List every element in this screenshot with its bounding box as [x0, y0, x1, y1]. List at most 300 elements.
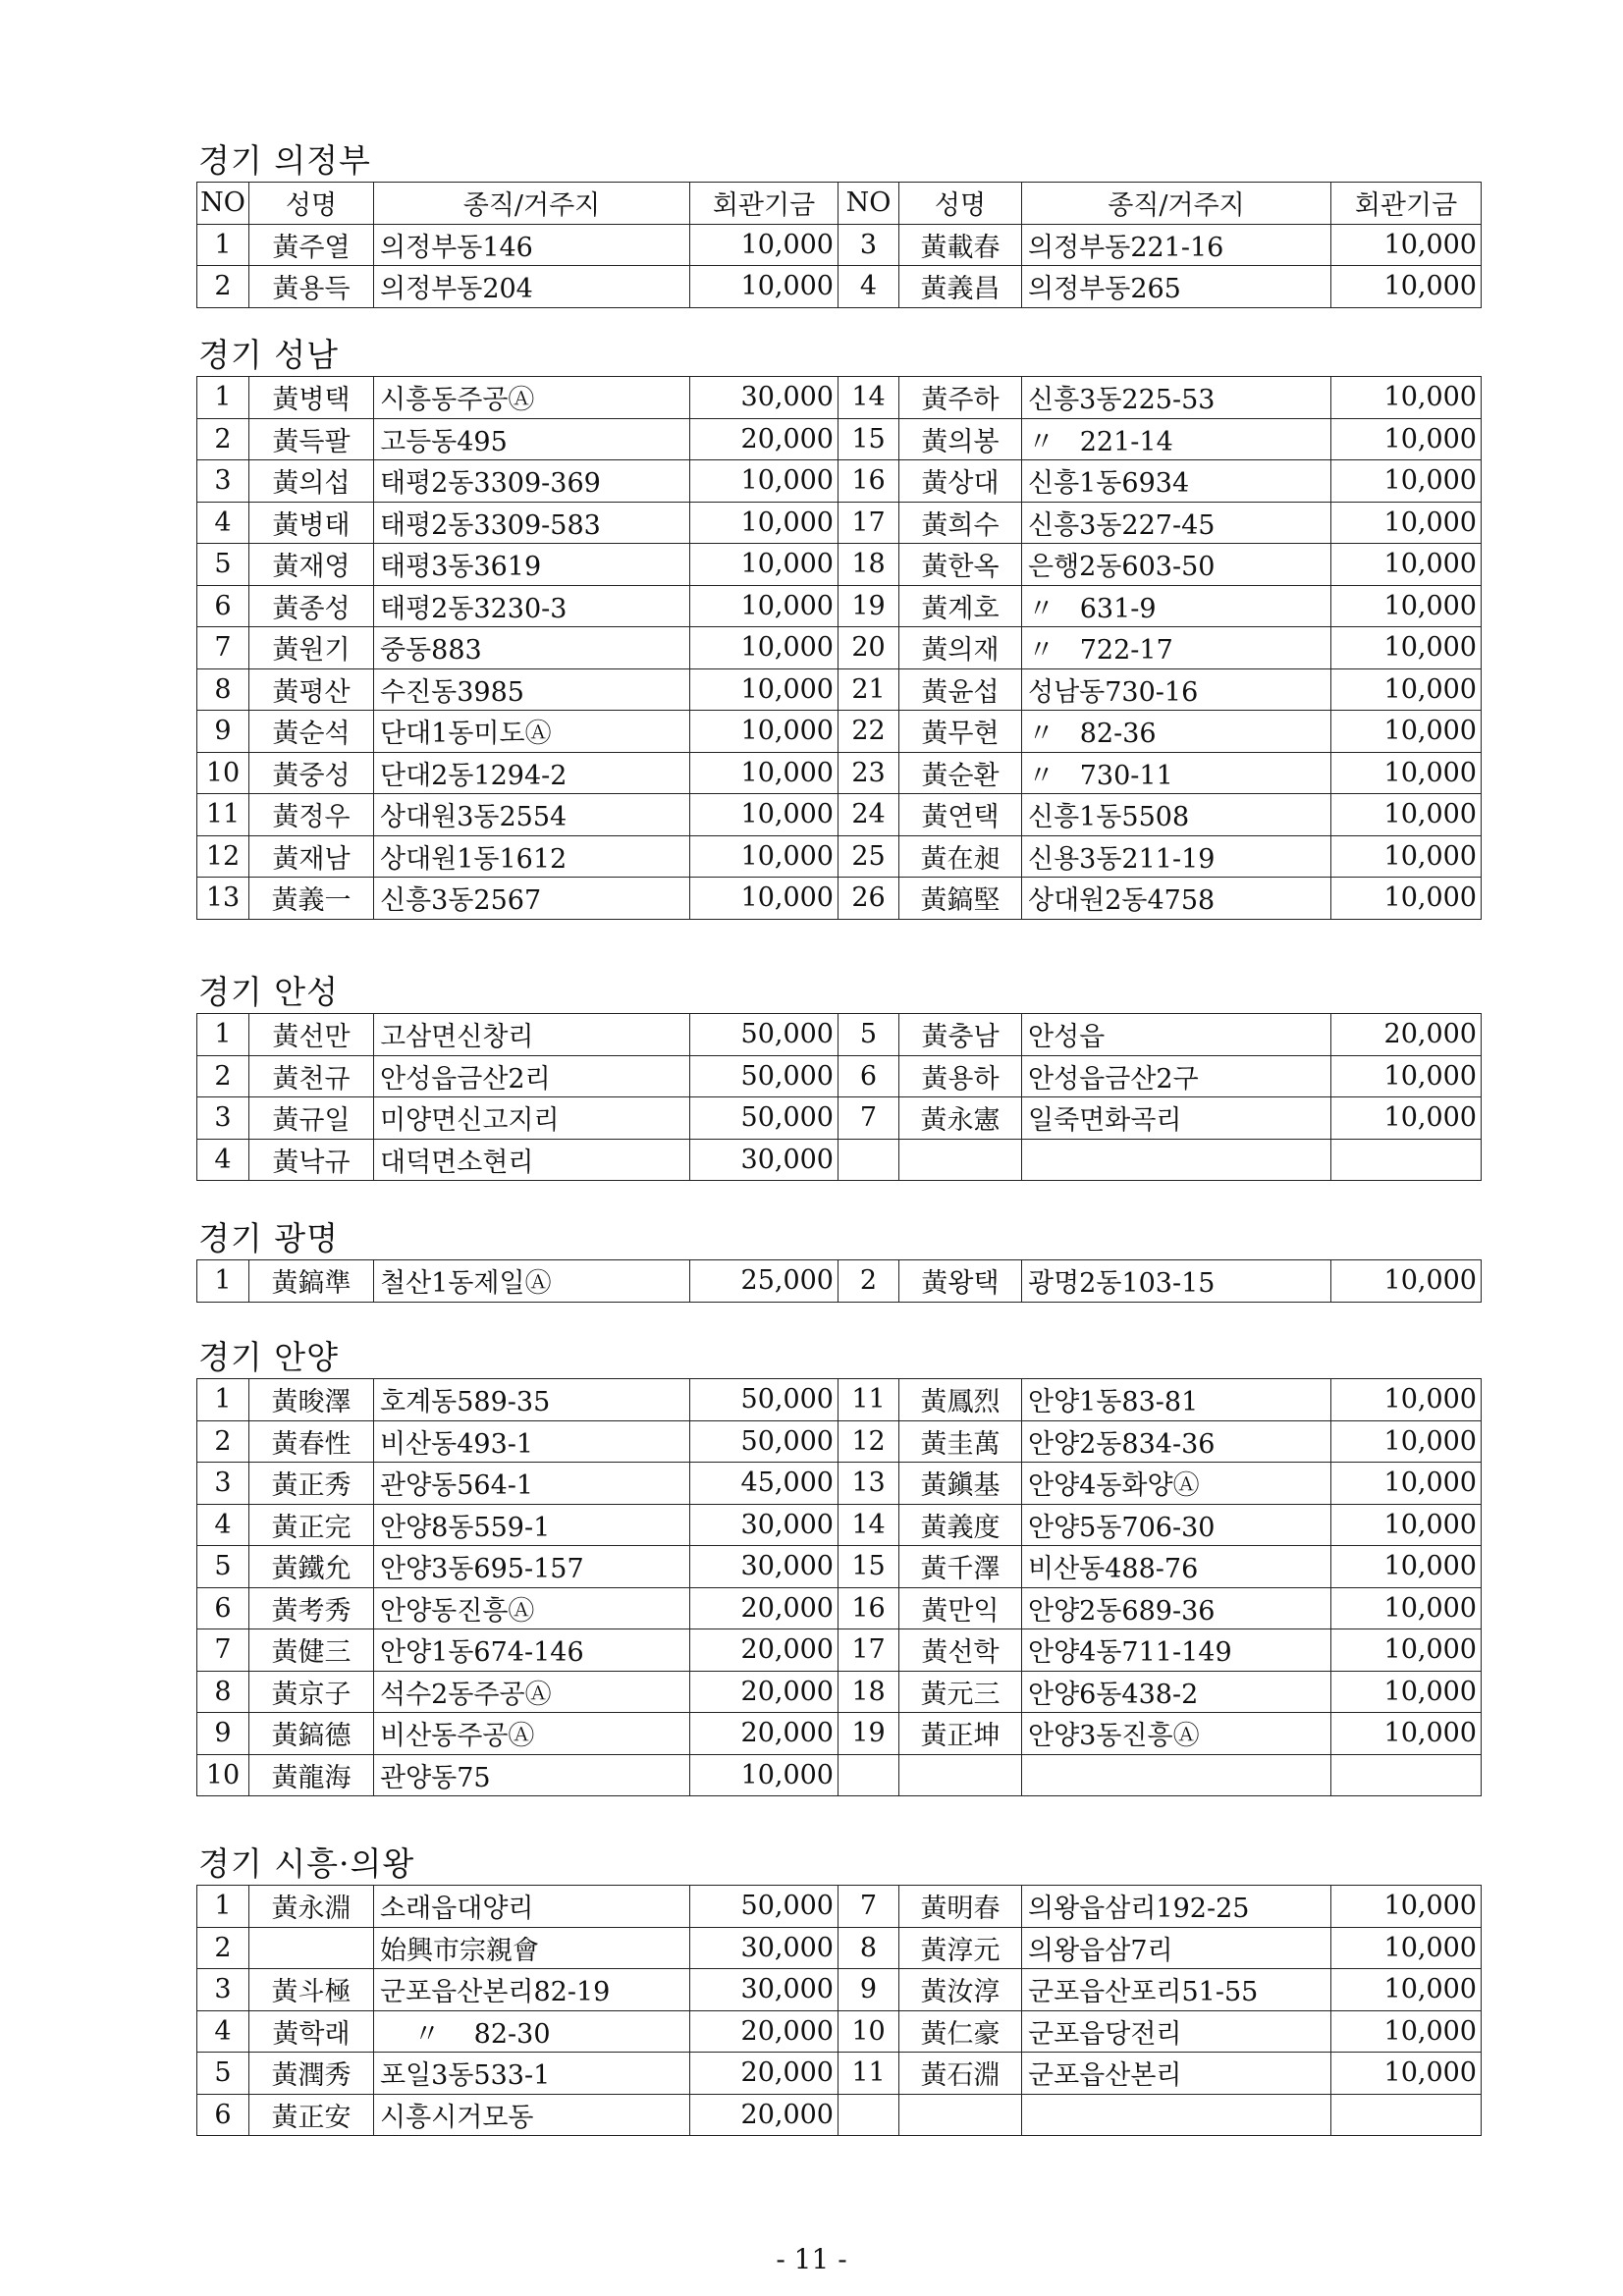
table-row	[197, 1139, 1482, 1181]
address: 신흥3동227-45	[1022, 502, 1331, 544]
fund-amount: 20,000	[690, 2094, 839, 2136]
section-title: 경기 광명	[198, 1219, 340, 1257]
fund-amount: 10,000	[690, 266, 839, 308]
row-number: 11	[197, 794, 249, 836]
row-number: 18	[839, 1671, 899, 1713]
table-row	[197, 752, 1482, 794]
row-number: 5	[197, 1546, 249, 1588]
fund-amount: 10,000	[1331, 668, 1482, 711]
table-row	[197, 1097, 1482, 1140]
address: 관양동75	[374, 1754, 690, 1796]
fund-amount	[1331, 1139, 1482, 1181]
fund-amount: 10,000	[1331, 1420, 1482, 1463]
member-name: 黃병태	[249, 502, 374, 544]
row-number: 19	[839, 1713, 899, 1755]
address: 안양6동438-2	[1022, 1671, 1331, 1713]
member-name: 黃연택	[899, 794, 1022, 836]
row-number: 23	[839, 752, 899, 794]
row-number: 17	[839, 502, 899, 544]
table-row	[197, 1014, 1482, 1056]
member-name: 黃주열	[249, 224, 374, 266]
member-name: 黃충남	[899, 1014, 1022, 1056]
fund-amount: 25,000	[690, 1260, 839, 1303]
section-gwangmyeong	[196, 1218, 1481, 1303]
address: 미양면신고지리	[374, 1097, 690, 1140]
member-name: 黃載春	[899, 224, 1022, 266]
row-number: 10	[197, 752, 249, 794]
row-number: 4	[197, 1504, 249, 1546]
member-name: 黃元三	[899, 1671, 1022, 1713]
member-name: 黃재영	[249, 544, 374, 586]
member-table	[196, 1259, 1482, 1303]
row-number	[839, 2094, 899, 2136]
row-number: 13	[839, 1463, 899, 1505]
address: 신흥3동225-53	[1022, 377, 1331, 419]
column-header: NO	[839, 183, 899, 225]
fund-amount	[1331, 1754, 1482, 1796]
address: 단대2동1294-2	[374, 752, 690, 794]
row-number: 16	[839, 460, 899, 503]
member-name: 黃평산	[249, 668, 374, 711]
member-name: 黃鎬準	[249, 1260, 374, 1303]
fund-amount: 30,000	[690, 377, 839, 419]
member-name: 黃千澤	[899, 1546, 1022, 1588]
row-number: 2	[839, 1260, 899, 1303]
fund-amount: 50,000	[690, 1014, 839, 1056]
table-row	[197, 224, 1482, 266]
address: 안양5동706-30	[1022, 1504, 1331, 1546]
address: 〃 221-14	[1022, 418, 1331, 460]
table-row	[197, 711, 1482, 753]
row-number: 3	[197, 1969, 249, 2011]
member-name: 黃순석	[249, 711, 374, 753]
fund-amount: 50,000	[690, 1055, 839, 1097]
member-name: 黃용득	[249, 266, 374, 308]
fund-amount: 10,000	[1331, 1546, 1482, 1588]
row-number: 6	[197, 2094, 249, 2136]
row-number	[839, 1139, 899, 1181]
member-name: 黃圭萬	[899, 1420, 1022, 1463]
table-row	[197, 502, 1482, 544]
member-name: 黃淳元	[899, 1927, 1022, 1969]
table-row	[197, 1629, 1482, 1672]
fund-amount: 20,000	[690, 418, 839, 460]
address: 시흥동주공Ⓐ	[374, 377, 690, 419]
member-table	[196, 376, 1482, 920]
row-number: 2	[197, 1420, 249, 1463]
row-number: 7	[197, 627, 249, 669]
member-name: 黃考秀	[249, 1587, 374, 1629]
row-number: 19	[839, 585, 899, 627]
fund-amount: 10,000	[690, 627, 839, 669]
member-table	[196, 1378, 1482, 1796]
member-name: 黃京子	[249, 1671, 374, 1713]
table-row	[197, 1671, 1482, 1713]
fund-amount: 10,000	[1331, 1587, 1482, 1629]
table-row	[197, 1587, 1482, 1629]
address: 안성읍금산2리	[374, 1055, 690, 1097]
address: 상대원2동4758	[1022, 878, 1331, 920]
row-number: 5	[197, 2053, 249, 2095]
address: 철산1동제일Ⓐ	[374, 1260, 690, 1303]
address: 〃 631-9	[1022, 585, 1331, 627]
row-number: 9	[839, 1969, 899, 2011]
row-number: 13	[197, 878, 249, 920]
table-row	[197, 1260, 1482, 1303]
address: 의정부동221-16	[1022, 224, 1331, 266]
address: 안양1동83-81	[1022, 1379, 1331, 1421]
member-name: 黃石淵	[899, 2053, 1022, 2095]
address: 의정부동204	[374, 266, 690, 308]
member-name: 黃왕택	[899, 1260, 1022, 1303]
member-name: 黃종성	[249, 585, 374, 627]
address: 〃 730-11	[1022, 752, 1331, 794]
address: 신용3동211-19	[1022, 835, 1331, 878]
member-name: 黃鎭基	[899, 1463, 1022, 1505]
row-number: 14	[839, 377, 899, 419]
fund-amount: 10,000	[690, 1754, 839, 1796]
row-number: 18	[839, 544, 899, 586]
table-row	[197, 460, 1482, 503]
row-number: 4	[839, 266, 899, 308]
member-name: 黃중성	[249, 752, 374, 794]
section-title: 경기 안양	[198, 1338, 340, 1376]
member-table	[196, 1885, 1482, 2136]
address: 안양3동695-157	[374, 1546, 690, 1588]
section-siheung-uiwang	[196, 1843, 1481, 2136]
fund-amount: 10,000	[1331, 1097, 1482, 1140]
member-name: 黃鐵允	[249, 1546, 374, 1588]
member-name: 黃龍海	[249, 1754, 374, 1796]
row-number: 11	[839, 1379, 899, 1421]
row-number: 15	[839, 1546, 899, 1588]
row-number: 11	[839, 2053, 899, 2095]
address: 의왕읍삼7리	[1022, 1927, 1331, 1969]
table-row	[197, 668, 1482, 711]
fund-amount	[1331, 2094, 1482, 2136]
table-row	[197, 878, 1482, 920]
member-name	[899, 2094, 1022, 2136]
fund-amount: 10,000	[690, 668, 839, 711]
row-number: 1	[197, 224, 249, 266]
address: 안양동진흥Ⓐ	[374, 1587, 690, 1629]
fund-amount: 10,000	[690, 711, 839, 753]
fund-amount: 10,000	[1331, 794, 1482, 836]
row-number: 15	[839, 418, 899, 460]
table-row	[197, 585, 1482, 627]
address: 일죽면화곡리	[1022, 1097, 1331, 1140]
column-header: NO	[197, 183, 249, 225]
row-number: 14	[839, 1504, 899, 1546]
table-row	[197, 2053, 1482, 2095]
address: 태평2동3230-3	[374, 585, 690, 627]
fund-amount: 10,000	[690, 878, 839, 920]
address: 태평2동3309-369	[374, 460, 690, 503]
member-name: 黃春性	[249, 1420, 374, 1463]
address: 〃 722-17	[1022, 627, 1331, 669]
address: 신흥1동5508	[1022, 794, 1331, 836]
member-name: 黃潤秀	[249, 2053, 374, 2095]
column-header: 회관기금	[1331, 183, 1482, 225]
member-name: 黃汝淳	[899, 1969, 1022, 2011]
member-name: 黃만익	[899, 1587, 1022, 1629]
address	[1022, 1139, 1331, 1181]
row-number: 24	[839, 794, 899, 836]
row-number: 12	[197, 835, 249, 878]
member-name	[249, 1927, 374, 1969]
section-anyang	[196, 1337, 1481, 1796]
member-name: 黃健三	[249, 1629, 374, 1672]
address: 포일3동533-1	[374, 2053, 690, 2095]
fund-amount: 50,000	[690, 1420, 839, 1463]
table-row	[197, 1379, 1482, 1421]
fund-amount: 45,000	[690, 1463, 839, 1505]
table-row	[197, 544, 1482, 586]
row-number: 7	[197, 1629, 249, 1672]
address: 〃 82-30	[374, 2010, 690, 2053]
fund-amount: 30,000	[690, 1139, 839, 1181]
member-name: 黃鎬堅	[899, 878, 1022, 920]
fund-amount: 10,000	[1331, 460, 1482, 503]
address: 중동883	[374, 627, 690, 669]
row-number: 6	[839, 1055, 899, 1097]
table-row	[197, 377, 1482, 419]
member-name: 黃의섭	[249, 460, 374, 503]
section-seongnam	[196, 335, 1481, 920]
member-name: 黃득팔	[249, 418, 374, 460]
fund-amount: 10,000	[690, 752, 839, 794]
table-row	[197, 1886, 1482, 1928]
address: 시흥시거모동	[374, 2094, 690, 2136]
member-name	[899, 1139, 1022, 1181]
table-row	[197, 1420, 1482, 1463]
section-title: 경기 성남	[198, 336, 340, 374]
member-name: 黃正秀	[249, 1463, 374, 1505]
column-header: 종직/거주지	[374, 183, 690, 225]
member-name: 黃明春	[899, 1886, 1022, 1928]
table-header-row	[197, 183, 1482, 225]
fund-amount: 10,000	[1331, 1463, 1482, 1505]
fund-amount: 10,000	[690, 794, 839, 836]
fund-amount: 20,000	[690, 1713, 839, 1755]
member-table	[196, 1013, 1482, 1181]
fund-amount: 10,000	[1331, 585, 1482, 627]
member-name: 黃선학	[899, 1629, 1022, 1672]
address	[1022, 2094, 1331, 2136]
row-number: 9	[197, 711, 249, 753]
row-number: 8	[197, 668, 249, 711]
address: 안양4동711-149	[1022, 1629, 1331, 1672]
row-number: 6	[197, 1587, 249, 1629]
address: 의정부동265	[1022, 266, 1331, 308]
row-number: 1	[197, 1379, 249, 1421]
row-number: 8	[839, 1927, 899, 1969]
fund-amount: 10,000	[1331, 266, 1482, 308]
member-name: 黃윤섭	[899, 668, 1022, 711]
fund-amount: 20,000	[690, 1587, 839, 1629]
column-header: 성명	[899, 183, 1022, 225]
fund-amount: 10,000	[1331, 1927, 1482, 1969]
address: 고삼면신창리	[374, 1014, 690, 1056]
fund-amount: 10,000	[1331, 377, 1482, 419]
fund-amount: 30,000	[690, 1504, 839, 1546]
row-number: 4	[197, 2010, 249, 2053]
address: 소래읍대양리	[374, 1886, 690, 1928]
row-number: 26	[839, 878, 899, 920]
row-number: 7	[839, 1097, 899, 1140]
row-number: 3	[197, 1463, 249, 1505]
fund-amount: 10,000	[1331, 2010, 1482, 2053]
row-number: 20	[839, 627, 899, 669]
fund-amount: 10,000	[1331, 1379, 1482, 1421]
member-name: 黃주하	[899, 377, 1022, 419]
fund-amount: 10,000	[1331, 1629, 1482, 1672]
address: 의정부동146	[374, 224, 690, 266]
row-number: 17	[839, 1629, 899, 1672]
page-number: - 11 -	[776, 2243, 847, 2275]
member-name: 黃永淵	[249, 1886, 374, 1928]
table-row	[197, 1504, 1482, 1546]
member-name: 黃永憲	[899, 1097, 1022, 1140]
row-number: 12	[839, 1420, 899, 1463]
fund-amount: 20,000	[690, 2010, 839, 2053]
member-name: 黃선만	[249, 1014, 374, 1056]
row-number: 9	[197, 1713, 249, 1755]
address: 고등동495	[374, 418, 690, 460]
fund-amount: 10,000	[1331, 711, 1482, 753]
row-number: 25	[839, 835, 899, 878]
member-name: 黃계호	[899, 585, 1022, 627]
fund-amount: 10,000	[1331, 1886, 1482, 1928]
section-title: 경기 안성	[198, 973, 340, 1011]
member-name: 黃용하	[899, 1055, 1022, 1097]
fund-amount: 10,000	[690, 835, 839, 878]
row-number: 1	[197, 1886, 249, 1928]
row-number: 4	[197, 502, 249, 544]
member-name: 黃순환	[899, 752, 1022, 794]
column-header: 성명	[249, 183, 374, 225]
member-name: 黃義一	[249, 878, 374, 920]
member-name: 黃在昶	[899, 835, 1022, 878]
column-header: 회관기금	[690, 183, 839, 225]
member-name: 黃仁豪	[899, 2010, 1022, 2053]
row-number: 3	[197, 460, 249, 503]
row-number: 3	[197, 1097, 249, 1140]
address: 호계동589-35	[374, 1379, 690, 1421]
fund-amount: 50,000	[690, 1097, 839, 1140]
fund-amount: 10,000	[1331, 1969, 1482, 2011]
member-name: 黃正完	[249, 1504, 374, 1546]
address: 비산동488-76	[1022, 1546, 1331, 1588]
fund-amount: 10,000	[1331, 2053, 1482, 2095]
member-name: 黃晙澤	[249, 1379, 374, 1421]
address: 상대원1동1612	[374, 835, 690, 878]
row-number: 8	[197, 1671, 249, 1713]
member-name: 黃원기	[249, 627, 374, 669]
member-name: 黃규일	[249, 1097, 374, 1140]
row-number: 22	[839, 711, 899, 753]
table-row	[197, 1055, 1482, 1097]
table-row	[197, 1754, 1482, 1796]
member-name: 黃무현	[899, 711, 1022, 753]
row-number: 1	[197, 377, 249, 419]
row-number: 5	[197, 544, 249, 586]
table-row	[197, 1463, 1482, 1505]
member-table	[196, 182, 1482, 308]
member-name: 黃斗極	[249, 1969, 374, 2011]
address: 태평2동3309-583	[374, 502, 690, 544]
fund-amount: 20,000	[690, 2053, 839, 2095]
member-name: 黃병택	[249, 377, 374, 419]
member-name: 黃鎬德	[249, 1713, 374, 1755]
section-title: 경기 시흥·의왕	[198, 1844, 415, 1883]
row-number: 10	[839, 2010, 899, 2053]
address: 신흥3동2567	[374, 878, 690, 920]
fund-amount: 30,000	[690, 1927, 839, 1969]
address: 상대원3동2554	[374, 794, 690, 836]
row-number: 2	[197, 1927, 249, 1969]
fund-amount: 10,000	[1331, 1260, 1482, 1303]
fund-amount: 50,000	[690, 1886, 839, 1928]
address	[1022, 1754, 1331, 1796]
fund-amount: 20,000	[690, 1629, 839, 1672]
address: 始興市宗親會	[374, 1927, 690, 1969]
address: 군포읍산본리82-19	[374, 1969, 690, 2011]
member-name: 黃정우	[249, 794, 374, 836]
member-name: 黃천규	[249, 1055, 374, 1097]
table-row	[197, 418, 1482, 460]
member-name: 黃正安	[249, 2094, 374, 2136]
table-row	[197, 835, 1482, 878]
row-number: 2	[197, 418, 249, 460]
member-name: 黃상대	[899, 460, 1022, 503]
section-title: 경기 의정부	[198, 141, 371, 180]
address: 비산동주공Ⓐ	[374, 1713, 690, 1755]
address: 군포읍산본리	[1022, 2053, 1331, 2095]
table-row	[197, 794, 1482, 836]
fund-amount: 10,000	[1331, 627, 1482, 669]
row-number: 21	[839, 668, 899, 711]
fund-amount: 10,000	[690, 585, 839, 627]
address: 안양4동화양Ⓐ	[1022, 1463, 1331, 1505]
table-row	[197, 627, 1482, 669]
table-row	[197, 1969, 1482, 2011]
fund-amount: 10,000	[1331, 224, 1482, 266]
row-number: 1	[197, 1260, 249, 1303]
member-name: 黃의봉	[899, 418, 1022, 460]
address: 안성읍금산2구	[1022, 1055, 1331, 1097]
member-name: 黃희수	[899, 502, 1022, 544]
address: 관양동564-1	[374, 1463, 690, 1505]
row-number: 10	[197, 1754, 249, 1796]
address: 군포읍당전리	[1022, 2010, 1331, 2053]
member-name: 黃한옥	[899, 544, 1022, 586]
address: 의왕읍삼리192-25	[1022, 1886, 1331, 1928]
address: 안양2동834-36	[1022, 1420, 1331, 1463]
fund-amount: 10,000	[690, 224, 839, 266]
fund-amount: 10,000	[1331, 418, 1482, 460]
row-number: 5	[839, 1014, 899, 1056]
address: 안성읍	[1022, 1014, 1331, 1056]
table-row	[197, 1927, 1482, 1969]
member-name: 黃학래	[249, 2010, 374, 2053]
address: 은행2동603-50	[1022, 544, 1331, 586]
fund-amount: 10,000	[1331, 1504, 1482, 1546]
fund-amount: 10,000	[1331, 1055, 1482, 1097]
address: 안양3동진흥Ⓐ	[1022, 1713, 1331, 1755]
section-anseong	[196, 972, 1481, 1181]
fund-amount: 10,000	[690, 502, 839, 544]
